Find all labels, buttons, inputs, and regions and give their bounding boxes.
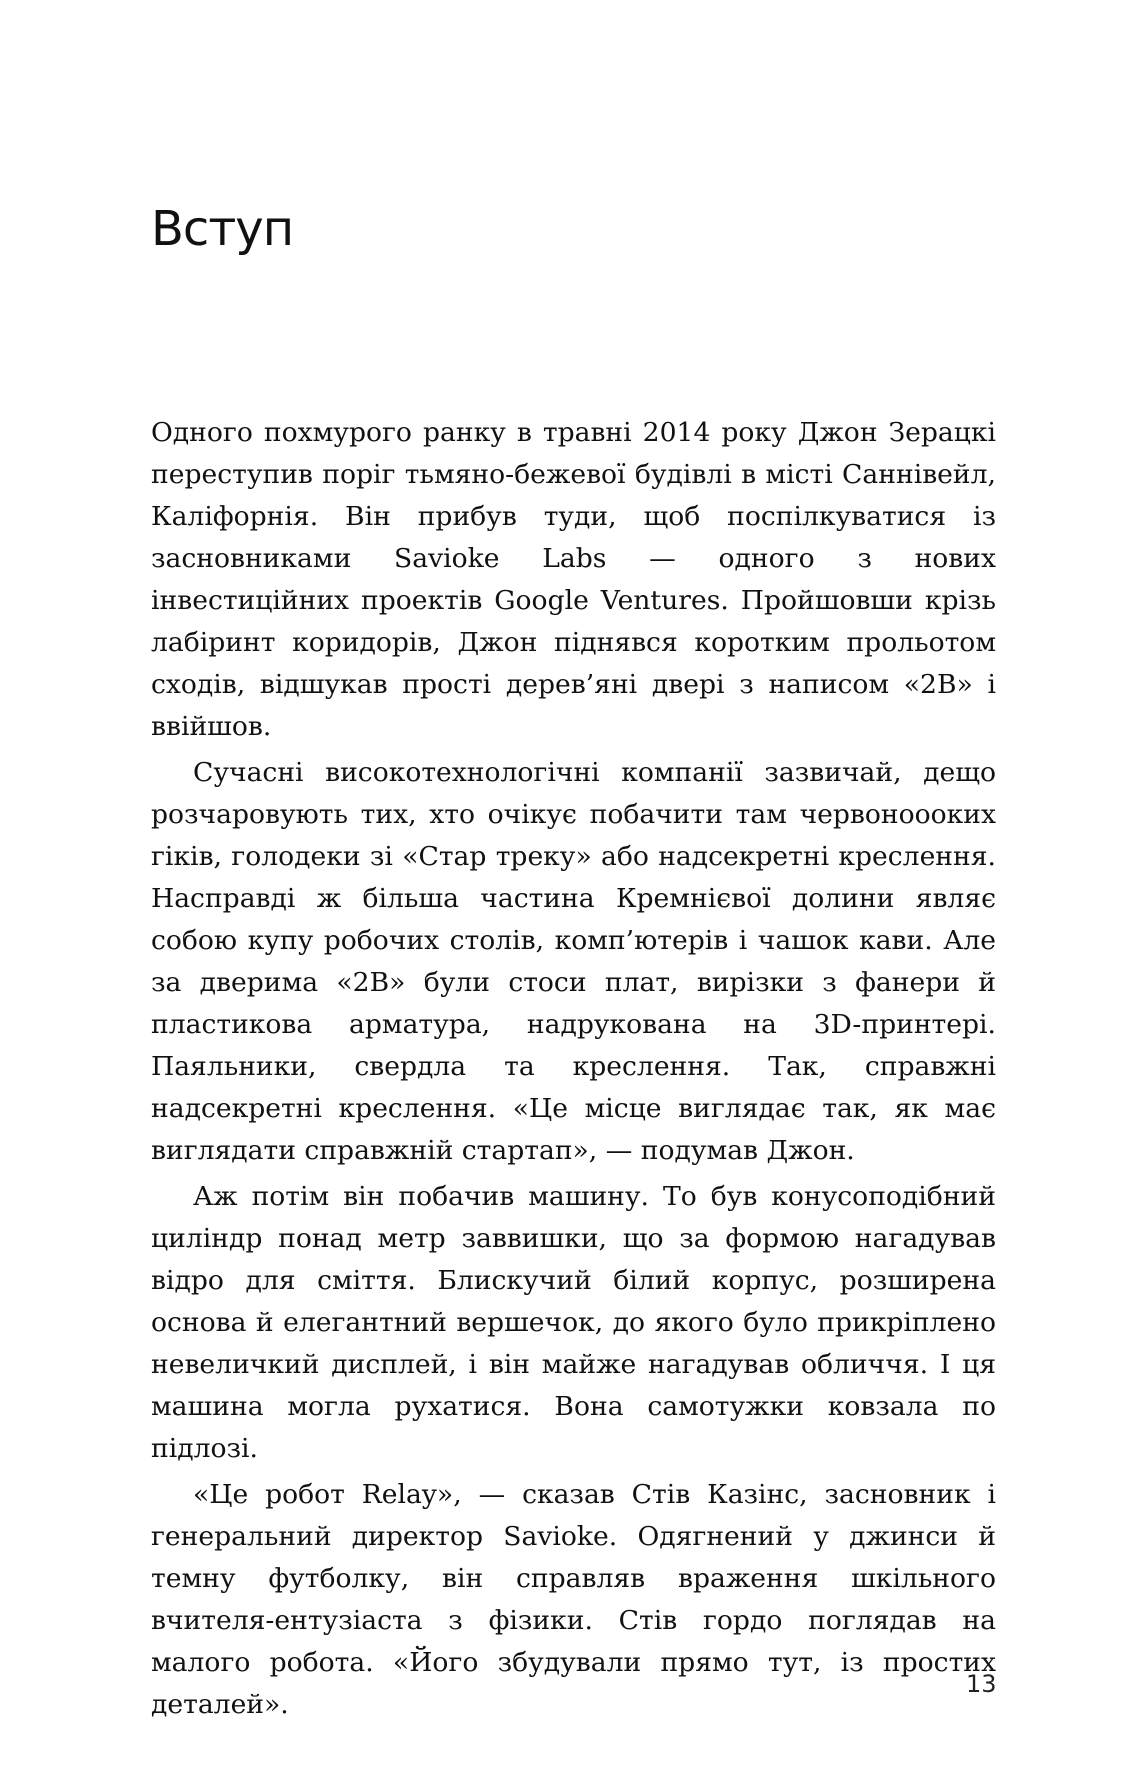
paragraph-1: Одного похмурого ранку в травні 2014 року Джон Зерацкі переступив поріг тьмяно-бежевої будівлі в місті Саннівейл, Каліфорнія. Він прибув туди, щоб поспілкуватися із засновниками Savioke Labs — одного з нових інвестиційних проектів Google Ventures. Пройшовши крізь лабіринт коридорів, Джон піднявся коротким прольотом сходів, відшукав прості дерев’яні двері з написом «2B» і ввійшов. [151,417,996,742]
paragraph-2: Сучасні високотехнологічні компанії зазвичай, дещо розчаровують тих, хто очікує побачити там червоноооких гіків, голодеки зі «Стар треку» або надсекретні креслення. Насправді ж більша частина Кремнієвої долини являє собою купу робочих столів, комп’ютерів і чашок кави. Але за дверима «2B» були стоси плат, вирізки з фанери й пластикова арматура, надрукована на 3D-принтері. Паяльники, свердла та креслення. Так, справжні надсекретні креслення. «Це місце виглядає так, як має виглядати справжній стартап», — подумав Джон. [151,757,996,1166]
chapter-body [151,412,996,1726]
page-number: 13 [966,1670,997,1698]
paragraph-3: Аж потім він побачив машину. То був конусоподібний циліндр понад метр заввишки, що за формою нагадував відро для сміття. Блискучий білий корпус, розширена основа й елегантний вершечок, до якого було прикріплено невеличкий дисплей, і він майже нагадував обличчя. І ця машина могла рухатися. Вона самотужки ковзала по підлозі. [151,1181,996,1464]
chapter-title: Вступ [151,201,294,257]
paragraph-4: «Це робот Relay», — сказав Стів Казінс, засновник і генеральний директор Savioke. Одягнений у джинси й темну футболку, він справляв враження шкільного вчителя-ентузіаста з фізики. Стів гордо поглядав на малого робота. «Його збудували прямо тут, із простих деталей». [151,1479,996,1720]
